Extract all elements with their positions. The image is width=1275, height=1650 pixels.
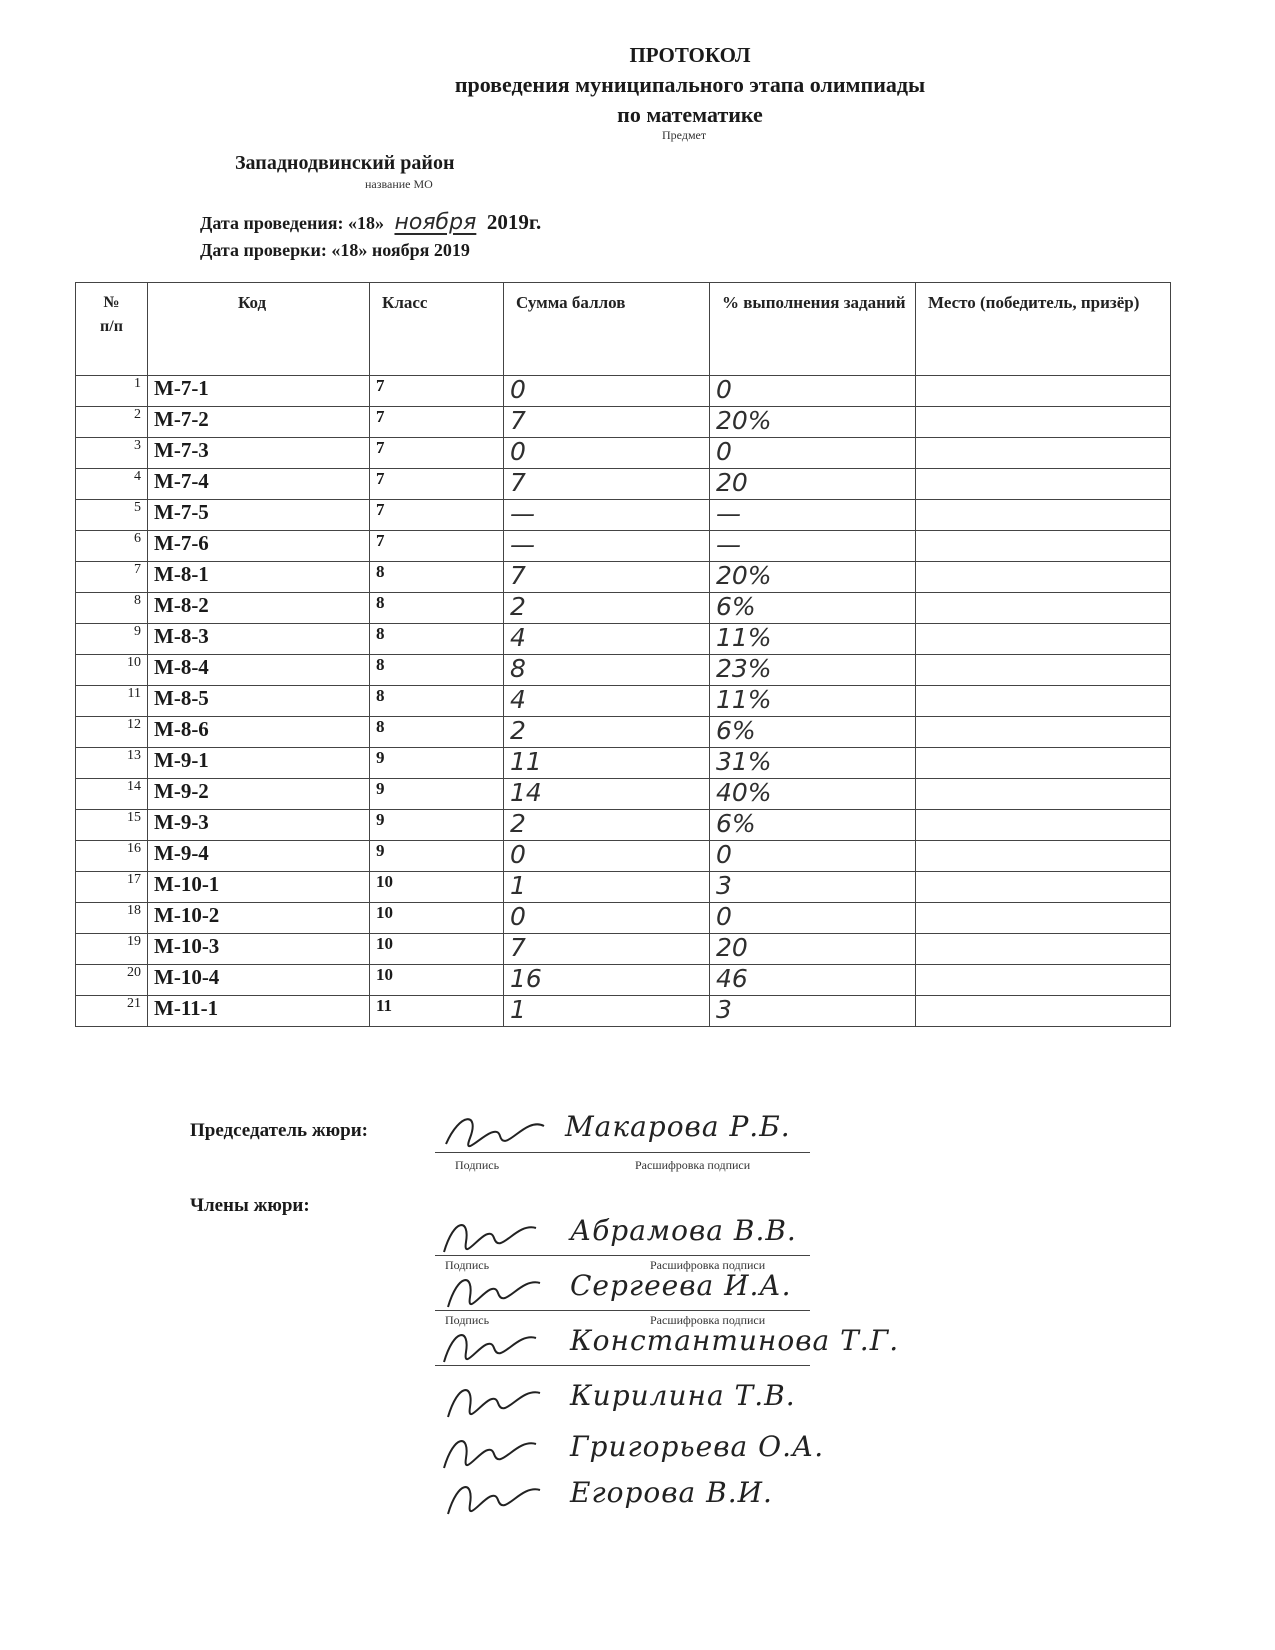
participant-code: М-10-3 [148,934,370,965]
signature-scribble-icon [444,1267,544,1313]
header-code: Код [148,283,370,376]
row-number: 18 [76,903,148,934]
member-name: Егорова В.И. [570,1476,773,1509]
row-number: 14 [76,779,148,810]
score-value: 11 [504,748,710,779]
row-number: 3 [76,438,148,469]
participant-grade: 8 [370,717,504,748]
participant-grade: 10 [370,903,504,934]
percent-value: 3 [710,872,916,903]
district-name: Западнодвинский район [235,152,455,174]
signature-scribble-icon [440,1322,540,1368]
score-value: 0 [504,438,710,469]
percent-value: 11% [710,624,916,655]
protocol-subtitle: проведения муниципального этапа олимпиады [454,72,926,97]
participant-code: М-7-3 [148,438,370,469]
table-row [76,531,1171,562]
row-number: 5 [76,500,148,531]
participant-code: М-7-1 [148,376,370,407]
place-value [916,717,1171,748]
subject-caption: Предмет [662,128,707,142]
place-value [916,531,1171,562]
row-number: 10 [76,655,148,686]
participant-code: М-10-4 [148,965,370,996]
place-value [916,407,1171,438]
event-date-month: ноября [394,210,477,235]
place-value [916,810,1171,841]
table-row [76,934,1171,965]
participant-grade: 8 [370,562,504,593]
table-row [76,438,1171,469]
percent-value: 6% [710,810,916,841]
percent-value: 0 [710,376,916,407]
table-row [76,996,1171,1027]
member-sign-line [435,1365,810,1366]
signature-scribble-icon [440,1108,550,1152]
table-row [76,903,1171,934]
header-grade: Класс [370,283,504,376]
percent-value: 6% [710,593,916,624]
check-date: Дата проверки: «18» ноября 2019 [200,240,470,260]
row-number: 7 [76,562,148,593]
participant-grade: 9 [370,779,504,810]
score-value: — [504,500,710,531]
signature-scribble-icon [444,1377,544,1423]
participant-grade: 7 [370,376,504,407]
member-sign-line [435,1255,810,1256]
participant-code: М-7-4 [148,469,370,500]
percent-value: 0 [710,903,916,934]
participant-grade: 7 [370,407,504,438]
participant-code: М-9-3 [148,810,370,841]
participant-grade: 10 [370,934,504,965]
score-value: 0 [504,376,710,407]
event-date-label: Дата проведения: «18» [200,213,384,233]
participant-code: М-8-3 [148,624,370,655]
participant-code: М-10-1 [148,872,370,903]
score-value: 4 [504,624,710,655]
row-number: 2 [76,407,148,438]
score-value: 7 [504,469,710,500]
table-row [76,469,1171,500]
place-value [916,686,1171,717]
member-name: Григорьева О.А. [570,1430,825,1463]
participant-grade: 9 [370,748,504,779]
chair-decode-caption: Расшифровка подписи [635,1158,751,1172]
place-value [916,469,1171,500]
score-value: 2 [504,717,710,748]
percent-value: 20 [710,934,916,965]
members-label: Члены жюри: [190,1195,310,1216]
percent-value: 11% [710,686,916,717]
percent-value: 3 [710,996,916,1027]
score-value: 7 [504,407,710,438]
participant-grade: 10 [370,872,504,903]
header-number: № п/п [76,283,148,376]
participant-code: М-7-5 [148,500,370,531]
row-number: 20 [76,965,148,996]
participant-grade: 10 [370,965,504,996]
score-value: 14 [504,779,710,810]
place-value [916,624,1171,655]
participant-grade: 7 [370,438,504,469]
score-value: — [504,531,710,562]
score-value: 7 [504,934,710,965]
chair-label: Председатель жюри: [190,1120,368,1141]
row-number: 9 [76,624,148,655]
table-header-row [76,283,1171,376]
place-value [916,593,1171,624]
place-value [916,438,1171,469]
participant-code: М-9-1 [148,748,370,779]
signature-scribble-icon [440,1212,540,1258]
table-row [76,717,1171,748]
participant-grade: 9 [370,810,504,841]
score-value: 1 [504,996,710,1027]
chair-sign-line [435,1152,810,1153]
percent-value: 20 [710,469,916,500]
table-row [76,655,1171,686]
score-value: 0 [504,841,710,872]
place-value [916,934,1171,965]
percent-value: — [710,500,916,531]
participant-grade: 8 [370,655,504,686]
chair-sign-caption: Подпись [455,1158,500,1172]
member-decode-caption: Расшифровка подписи [650,1258,766,1272]
participant-grade: 8 [370,624,504,655]
percent-value: 0 [710,438,916,469]
participant-code: М-8-4 [148,655,370,686]
percent-value: 23% [710,655,916,686]
chair-name: Макарова Р.Б. [565,1110,791,1143]
place-value [916,748,1171,779]
member-decode-caption: Расшифровка подписи [650,1313,766,1327]
table-row [76,562,1171,593]
place-value [916,841,1171,872]
event-date [200,210,541,235]
participant-grade: 7 [370,469,504,500]
table-row [76,407,1171,438]
row-number: 19 [76,934,148,965]
participant-code: М-8-1 [148,562,370,593]
score-value: 4 [504,686,710,717]
percent-value: 20% [710,562,916,593]
row-number: 17 [76,872,148,903]
protocol-title: ПРОТОКОЛ [629,43,751,67]
table-row [76,376,1171,407]
row-number: 15 [76,810,148,841]
place-value [916,376,1171,407]
score-value: 2 [504,810,710,841]
row-number: 16 [76,841,148,872]
table-row [76,624,1171,655]
row-number: 1 [76,376,148,407]
row-number: 21 [76,996,148,1027]
score-value: 7 [504,562,710,593]
row-number: 13 [76,748,148,779]
table-row [76,500,1171,531]
place-value [916,996,1171,1027]
percent-value: 31% [710,748,916,779]
place-value [916,562,1171,593]
percent-value: 40% [710,779,916,810]
participant-code: М-7-6 [148,531,370,562]
row-number: 4 [76,469,148,500]
event-date-year: 2019г. [486,210,542,234]
participant-grade: 11 [370,996,504,1027]
header-place: Место (победитель, призёр) [916,283,1171,376]
participant-code: М-10-2 [148,903,370,934]
percent-value: 6% [710,717,916,748]
participant-grade: 8 [370,593,504,624]
member-name: Сергеева И.А. [570,1269,792,1302]
place-value [916,655,1171,686]
participant-code: М-8-2 [148,593,370,624]
member-sign-line [435,1310,810,1311]
member-name: Константинова Т.Г. [570,1324,900,1357]
member-name: Кирилина Т.В. [570,1379,796,1412]
subject-line: по математике [617,102,763,127]
row-number: 11 [76,686,148,717]
table-row [76,748,1171,779]
place-value [916,965,1171,996]
district-caption: название МО [365,177,433,191]
score-value: 16 [504,965,710,996]
score-value: 1 [504,872,710,903]
place-value [916,872,1171,903]
table-row [76,965,1171,996]
percent-value: 46 [710,965,916,996]
place-value [916,903,1171,934]
row-number: 12 [76,717,148,748]
percent-value: 0 [710,841,916,872]
participant-grade: 7 [370,500,504,531]
participant-code: М-8-5 [148,686,370,717]
header-percent: % выполнения заданий [710,283,916,376]
table-row [76,779,1171,810]
participant-grade: 8 [370,686,504,717]
participant-grade: 7 [370,531,504,562]
participant-code: М-8-6 [148,717,370,748]
row-number: 6 [76,531,148,562]
percent-value: 20% [710,407,916,438]
table-row [76,872,1171,903]
score-value: 2 [504,593,710,624]
table-row [76,593,1171,624]
participant-code: М-11-1 [148,996,370,1027]
score-value: 0 [504,903,710,934]
table-row [76,686,1171,717]
table-row [76,841,1171,872]
signature-scribble-icon [444,1474,544,1520]
participant-code: М-7-2 [148,407,370,438]
participant-code: М-9-4 [148,841,370,872]
percent-value: — [710,531,916,562]
place-value [916,779,1171,810]
row-number: 8 [76,593,148,624]
header-score: Сумма баллов [504,283,710,376]
member-sign-caption: Подпись [445,1313,490,1327]
place-value [916,500,1171,531]
score-value: 8 [504,655,710,686]
participant-code: М-9-2 [148,779,370,810]
member-sign-caption: Подпись [445,1258,490,1272]
participant-grade: 9 [370,841,504,872]
table-row [76,810,1171,841]
member-name: Абрамова В.В. [570,1214,797,1247]
signature-scribble-icon [440,1428,540,1474]
results-table [75,282,1171,1027]
